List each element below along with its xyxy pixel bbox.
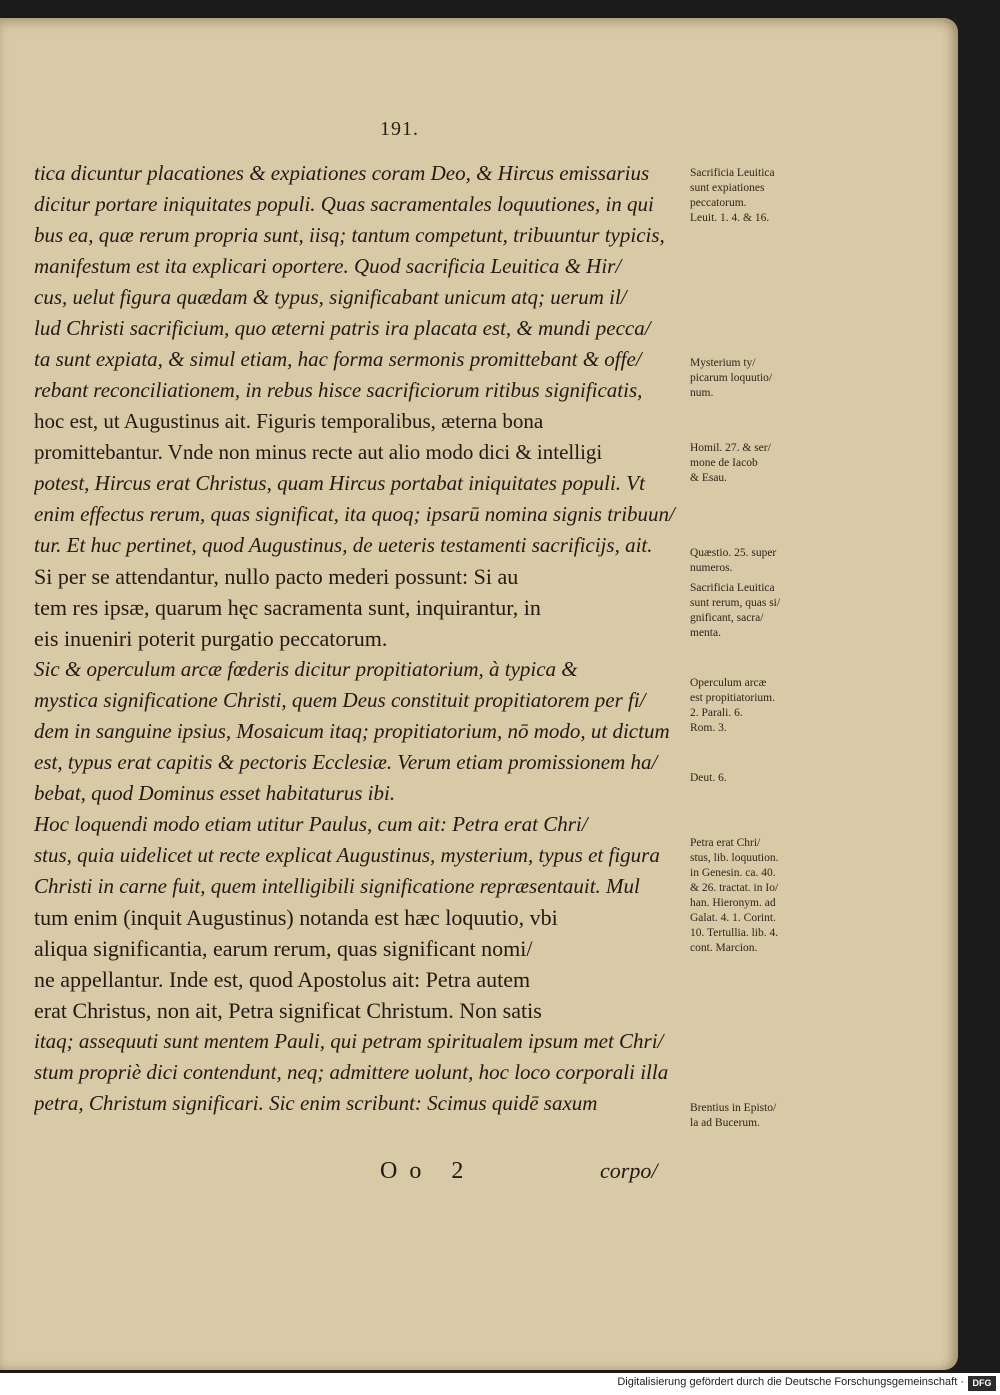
text-line: rebant reconciliationem, in rebus hisce sacrificiorum ritibus significatis, — [34, 378, 643, 402]
margin-note-line: Petra erat Chri/ — [690, 837, 761, 849]
text-line: Si per se attendantur, nullo pacto mederi possunt: Si au — [34, 564, 519, 589]
margin-note-line: picarum loquutio/ — [690, 372, 773, 384]
margin-note-line: gnificant, sacra/ — [690, 612, 764, 624]
margin-note — [690, 356, 865, 401]
text-line: erat Christus, non ait, Petra significat Christum. Non satis — [34, 998, 542, 1023]
text-line: tem res ipsæ, quarum hęc sacramenta sunt, inquirantur, in — [34, 595, 541, 620]
margin-note-line: & Esau. — [690, 472, 728, 484]
text-line: potest, Hircus erat Christus, quam Hircus portabat iniquitates populi. Vt — [34, 471, 645, 495]
margin-note-line: sunt rerum, quas si/ — [690, 597, 781, 609]
margin-note-line: sunt expiationes — [690, 182, 765, 194]
margin-note-line: est propitiatorium. — [690, 692, 775, 704]
body-text — [34, 158, 714, 1119]
margin-note-line: Mysterium ty/ — [690, 357, 756, 369]
text-line: manifestum est ita explicari oportere. Quod sacrificia Leuitica & Hir/ — [34, 254, 622, 278]
footer-bar — [0, 1373, 1000, 1395]
margin-note-line: Sacrificia Leuitica — [690, 582, 775, 594]
margin-note-line: la ad Bucerum. — [690, 1117, 760, 1129]
margin-note-line: numeros. — [690, 562, 733, 574]
margin-note-line: in Genesin. ca. 40. — [690, 867, 776, 879]
margin-note — [690, 581, 865, 641]
text-line: lud Christi sacrificium, quo æterni patris ira placata est, & mundi pecca/ — [34, 316, 651, 340]
dfg-logo: DFG — [968, 1376, 996, 1391]
text-line: tur. Et huc pertinet, quod Augustinus, de ueteris testamenti sacrificijs, ait. — [34, 533, 653, 557]
page-number: 191. — [380, 118, 419, 140]
book-page — [0, 18, 958, 1370]
text-line: stus, quia uidelicet ut recte explicat Augustinus, mysterium, typus et figura — [34, 843, 660, 867]
catchword: corpo/ — [600, 1158, 658, 1183]
margin-note-line: cont. Marcion. — [690, 942, 758, 954]
margin-note-line: peccatorum. — [690, 197, 747, 209]
margin-note — [690, 836, 865, 956]
margin-note — [690, 166, 865, 226]
margin-note — [690, 441, 865, 486]
text-line: Hoc loquendi modo etiam utitur Paulus, cum ait: Petra erat Chri/ — [34, 812, 588, 836]
margin-note-line: mone de Iacob — [690, 457, 758, 469]
margin-note-line: num. — [690, 387, 714, 399]
margin-note-line: Rom. 3. — [690, 722, 727, 734]
signature-mark: Oo 2 — [380, 1158, 476, 1184]
text-line: Sic & operculum arcæ fœderis dicitur propitiatorium, à typica & — [34, 657, 578, 681]
text-line: Christi in carne fuit, quem intelligibili significatione repræsentauit. Mul — [34, 874, 640, 898]
margin-note-line: han. Hieronym. ad — [690, 897, 776, 909]
text-line: bebat, quod Dominus esset habitaturus ibi. — [34, 781, 396, 805]
margin-note-line: Quæstio. 25. super — [690, 547, 777, 559]
text-line: dem in sanguine ipsius, Mosaicum itaq; propitiatorium, nō modo, ut dictum — [34, 719, 670, 743]
margin-note — [690, 1101, 865, 1131]
text-line: petra, Christum significari. Sic enim scribunt: Scimus quidē saxum — [34, 1091, 598, 1115]
text-line: itaq; assequuti sunt mentem Pauli, qui petram spiritualem ipsum met Chri/ — [34, 1029, 664, 1053]
text-line: stum propriè dici contendunt, neq; admittere uolunt, hoc loco corporali illa — [34, 1060, 669, 1084]
margin-note-line: Galat. 4. 1. Corint. — [690, 912, 776, 924]
text-line: hoc est, ut Augustinus ait. Figuris temporalibus, æterna bona — [34, 409, 544, 433]
margin-note-line: Deut. 6. — [690, 772, 727, 784]
funding-notice: Digitalisierung gefördert durch die Deutsche Forschungsgemeinschaft · — [617, 1376, 964, 1388]
margin-note-line: menta. — [690, 627, 721, 639]
text-line: est, typus erat capitis & pectoris Ecclesiæ. Verum etiam promissionem ha/ — [34, 750, 658, 774]
text-line: enim effectus rerum, quas significat, ita quoq; ipsarū nomina signis tribuun/ — [34, 502, 675, 526]
text-line: dicitur portare iniquitates populi. Quas sacramentales loquutiones, in qui — [34, 192, 654, 216]
text-line: aliqua significantia, earum rerum, quas significant nomi/ — [34, 936, 533, 961]
margin-note-line: Brentius in Episto/ — [690, 1102, 777, 1114]
text-line: ne appellantur. Inde est, quod Apostolus ait: Petra autem — [34, 967, 531, 992]
text-line: ta sunt expiata, & simul etiam, hac forma sermonis promittebant & offe/ — [34, 347, 642, 371]
text-line: mystica significatione Christi, quem Deus constituit propitiatorem per fi/ — [34, 688, 646, 712]
margin-note-line: & 26. tractat. in Io/ — [690, 882, 779, 894]
margin-note-line: Homil. 27. & ser/ — [690, 442, 771, 454]
margin-note-line: 10. Tertullia. lib. 4. — [690, 927, 779, 939]
text-line: tum enim (inquit Augustinus) notanda est hæc loquutio, vbi — [34, 905, 558, 930]
margin-note-line: Operculum arcæ — [690, 677, 767, 689]
text-line: tica dicuntur placationes & expiationes coram Deo, & Hircus emissarius — [34, 161, 650, 185]
text-line: promittebantur. Vnde non minus recte aut alio modo dici & intelligi — [34, 440, 603, 464]
text-line: cus, uelut figura quædam & typus, significabant unicum atq; uerum il/ — [34, 285, 627, 309]
margin-note-line: stus, lib. loquution. — [690, 852, 779, 864]
margin-note-line: Leuit. 1. 4. & 16. — [690, 212, 770, 224]
margin-note-line: Sacrificia Leuitica — [690, 167, 775, 179]
margin-note — [690, 546, 865, 576]
margin-note-line: 2. Parali. 6. — [690, 707, 743, 719]
margin-note — [690, 771, 865, 786]
text-line: bus ea, quæ rerum propria sunt, iisq; tantum competunt, tribuuntur typicis, — [34, 223, 665, 247]
margin-note — [690, 676, 865, 736]
text-line: eis inueniri poterit purgatio peccatorum. — [34, 626, 388, 651]
